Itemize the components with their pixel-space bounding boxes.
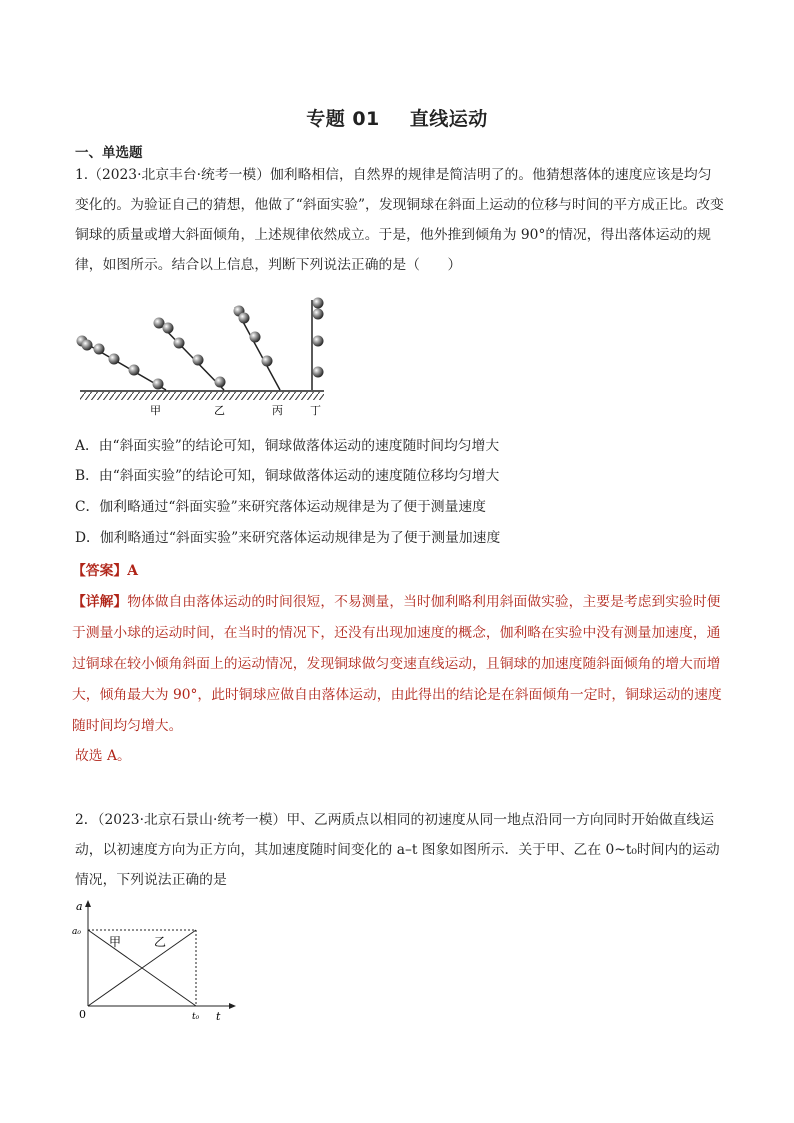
ball [109,354,120,365]
y-axis-label: a [76,900,83,913]
question-2-text: 2．（2023·北京石景山·统考一模）甲、乙两质点以相同的初速度从同一地点沿同一方向同时开始做直线运动，以初速度方向为正方向，其加速度随时间变化的 a–t 图象如图所示．关于甲、乙在 0~t₀时间内的运动情况，下列说法正确的是 [75,812,720,888]
ball [239,313,250,324]
ball [94,344,105,355]
figure-label-bing: 丙 [272,404,283,417]
option-d: D．伽利略通过“斜面实验”来研究落体运动规律是为了便于测量加速度 [75,530,501,546]
ball [129,365,140,376]
title-number: 专题 01 [306,108,380,130]
ball [82,340,93,351]
question-1-text: 1.（2023·北京丰台·统考一模）伽利略相信，自然界的规律是简洁明了的。他猜想落体的速度应该是均匀变化的。为验证自己的猜想，他做了“斜面实验”，发现铜球在斜面上运动的位移与时间的平方成正比。改变铜球的质量或增大斜面倾角，上述规律依然成立。于是，他外推到倾角为 90°的情况，得出落体运动的规律，如图所示。结合以上信息，判断下列说法正确的是（ ） [75,167,724,273]
option-b: B．由“斜面实验”的结论可知，铜球做落体运动的速度随位移均匀增大 [75,468,500,484]
ball [193,355,204,366]
section-heading: 一、单选题 [75,145,143,161]
figure-label-jia: 甲 [150,404,161,417]
detail-tag: 【详解】 [72,594,128,610]
ball [174,338,185,349]
ball [153,379,164,390]
ball [313,298,324,309]
incline-experiment-figure [72,290,332,420]
answer-line [72,559,138,579]
ball [313,336,324,347]
figure-label-yi: 乙 [214,404,225,417]
ball [262,356,273,367]
ball [250,332,261,343]
x-axis-arrow [229,1003,236,1009]
page-title [0,104,794,131]
detail-text: 物体做自由落体运动的时间很短，不易测量，当时伽利略利用斜面做实验，主要是考虑到实验时便于测量小球的运动时间，在当时的情况下，还没有出现加速度的概念，伽利略在实验中没有测量加速度，通过铜球在较小倾角斜面上的运动情况，发现铜球做匀变速直线运动，且铜球的加速度随斜面倾角的增大而增大，倾角最大为 90°，此时铜球应做自由落体运动，由此得出的结论是在斜面倾角一定时，铜球运动的速度随时间均匀增大。 [72,594,722,734]
t0-label: t₀ [192,1012,200,1022]
ball [163,323,174,334]
x-axis-label: t [216,1010,221,1023]
ball [313,367,324,378]
option-a: A．由“斜面实验”的结论可知，铜球做落体运动的速度随时间均匀增大 [75,438,500,454]
ball [215,377,226,388]
y-axis-arrow [85,900,91,907]
ground-hatching [80,392,324,400]
title-topic: 直线运动 [409,108,488,130]
origin-label: 0 [79,1008,86,1021]
detail-explanation [72,587,727,742]
ball [313,309,324,320]
line-jia-label: 甲 [109,935,122,949]
figure-label-ding: 丁 [310,404,321,417]
option-c: C．伽利略通过“斜面实验”来研究落体运动规律是为了便于测量速度 [75,499,486,515]
line-yi-label: 乙 [154,935,167,949]
answer-value: A [127,563,138,579]
conclusion-line: 故选 A。 [75,748,131,764]
acceleration-time-graph [70,898,240,1023]
a0-label: a₀ [72,927,81,937]
answer-tag: 【答案】 [72,563,128,579]
